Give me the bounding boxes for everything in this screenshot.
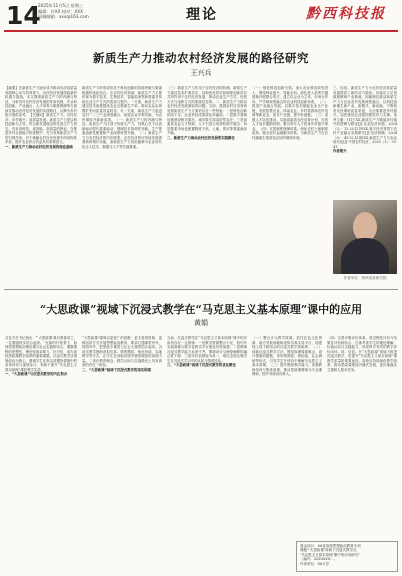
author-photo-caption: 作者单位：贵州省某研究院 [343, 276, 387, 280]
article1-title: 新质生产力推动农村经济发展的路径研究 [93, 51, 309, 65]
article2-subheading-2: 二、“大思政课”视域下沉浸式教学的现实困境 [82, 367, 151, 372]
section-title: 理论 [186, 7, 218, 23]
author-photo [333, 200, 397, 274]
article1-subheading-3: 作者简介 [333, 149, 347, 153]
article2-subheading-1: 一、“大思政课”与沉浸式教学的内在契合 [5, 372, 68, 376]
article1-column-4: （一）强化科技创新引领。加大农业科技研发投入，围绕种业振兴、智能农机、绿色投入品等关键领域开展联合攻关，建立以企业为主体、市场为导向、产学研深度融合的农业科技创新体系。（二）推进产业融合发展。以数字技术赋能农业全产业链，发展智慧农业、休闲农业、乡村旅游和农村电商等新业态，延长产业链、提升价值链。（三）加强人才队伍建设。实施高素质农民培育计划，完善人才返乡激励机制，吸引青年人才投身乡村振兴事业。（四）完善制度保障体系。深化农村土地制度改革，健全农村金融服务体系，为新质生产力在农村落地生根营造良好的制度环境。 [252, 86, 328, 140]
article1-subheading-2: 二、新质生产力推动农村经济发展的实践路径 [167, 135, 235, 140]
issue-editor: 编辑：许XX 校对：XXX [38, 8, 83, 14]
article2-column-1: 习近平总书记指出：“‘大思政课’我们要善用之，一定要跟现实结合起来。”在新时代背景下，如何将思想政治理论课与社会实践相结合，增强课程的思想性、理论性和亲和力、针对性，成为高校思政课教学改革的重要课题。沉浸式教学以情境创设为核心，强调学生在真实或模拟情境中的亲身体验与深度参与，有助于提升“马克思主义基本原理”课的教学实效。 一、“大思政课”与沉浸式教学的内在契合 [5, 336, 77, 376]
article1-author: 王兴兵 [190, 69, 212, 77]
issue-date: 2025年11月5日 星期三 [38, 3, 84, 8]
header-rule [4, 30, 398, 32]
issue-meta [38, 3, 120, 20]
article2-column-3: 当前，沉浸式教学在“马克思主义基本原理”课中的应用仍存在一定困境：一是教学资源整合不足，校内外实践基地与数字化教学平台建设有待加强；二是教师沉浸式教学能力参差不齐，情境设计与理论阐释的融合度不够；三是评价机制较为单一，难以全面反映学生在沉浸式学习中的认知与情感变化。 三、“大思政课”视域下沉浸式教学的优化路径 [167, 336, 247, 367]
article2-title: “大思政课”视域下沉浸式教学在“马克思主义基本原理”课中的应用 [39, 303, 363, 316]
article1-column-5: 三、结语。新质生产力为农村经济高质量发展提供了新的动力源泉。各地应立足资源禀赋和产业基础，因地制宜推动新质生产力与农业农村发展深度融合，以科技创新催生新产业、新模式、新动能，不断拓宽农民增收致富渠道，为全面推进乡村振兴、加快建设农业强国提供有力支撑。参考文献：[1]王XX.新质生产力赋能乡村振兴的逻辑与路径[J].农业经济问题，2024（3）：12-20.[2]李XX.数字经济背景下农村产业融合发展研究[J].经济纵横，2024（5）：45-52.[3]张XX.新质生产力与农业现代化[J].中国农村经济，2025（1）：33-41. 作者简介 [333, 86, 397, 153]
issue-email: 投稿邮箱：xxx@163.com [38, 14, 89, 20]
article2-column-2: “大思政课”强调以更宽广的视野、更丰富的资源、更鲜活的方式开展思想政治教育，要求打通课堂内外、校园内外，把思政小课堂与社会大课堂结合起来。沉浸式教学借助虚拟仿真、情景模拟、角色扮演、实地研学等方式，让学生在身临其境中感悟理论的真理力量。二者在教育理念、教学目标与实施路径上具有高度的内在一致性。 二、“大思政课”视域下沉浸式教学的现实困境 [82, 336, 162, 372]
article1-column-3: （三）新质生产力作用于农村经济的机理。新质生产力通过技术扩散效应、结构优化效应和制度创新效应共同作用于农村经济发展，推动农业生产方式、经营方式与组织方式的系统性变革。二、新质生产力推动农村经济发展面临的问题。当前，我国农村在培育和发展新质生产力方面仍存在一些短板：一是科技创新供给不足，农业科技成果转化率偏低；二是数字基础设施建设相对滞后，城乡数字鸿沟依然存在；三是高素质农业人才短缺，人才引进与培养机制不健全；四是要素市场化配置程度不高，土地、资本等要素流动不畅。 二、新质生产力推动农村经济发展的实践路径 [167, 86, 247, 140]
article2-column-4: （一）整合多元教学资源。依托红色文化资源、地方发展成就和虚拟仿真实验平台，构建线上线下相结合的沉浸式教学资源库。（二）创新沉浸式教学方法。围绕原理课重难点，设计情境问题链，采用情景剧、辩论赛、社会调研等形式，引导学生在体验中理解马克思主义基本原理。（三）提升教师教学能力。加强教师培训与集体备课，推动思政课教师与专业课教师、校外导师协同育人。 [252, 336, 322, 376]
page-header [0, 0, 402, 34]
article1-column-1: 【摘要】在新质生产力逐步成为推动经济高质量发展核心动力的背景下，农村经济发展面临新的机遇与挑战。本文围绕新质生产力的内涵与特征，分析其对农村经济发展的作用机理，并从科技创新、产业融合、人才培育与制度保障等方面探讨推动农村经济发展的实践路径，以期为乡村振兴提供参考。【关键词】新质生产力；农村经济；乡村振兴；高质量发展。新质生产力是以科技创新为主导、符合新发展理念的先进生产力质态，具有高科技、高效能、高质量的特征。在推进乡村全面振兴的进程中，充分发挥新质生产力的引领作用，对于破解农村经济发展中的结构性矛盾、提升农业综合效益具有重要意义。 一、新质生产力推动农村经济发展的理论基础 [5, 86, 77, 149]
article-separator [4, 289, 398, 290]
article1-subheading-1: 一、新质生产力推动农村经济发展的理论基础 [5, 144, 73, 149]
page-number: 14 [6, 1, 41, 30]
article2-subheading-3: 三、“大思政课”视域下沉浸式教学的优化路径 [167, 363, 236, 367]
funding-note: 基金项目：XX省高校思想政治教育专项 课题“‘大思政课’视域下沉浸式教学在 ‘马克思主义基本原理’课中的应用研究” （编号：2024XXX）。 作者单位：XX大学 [296, 541, 398, 572]
article2-column-5: （四）完善多维评价体系。将过程性评价与结果性评价相结合，注重考查学生的理论理解、价值认同与实践能力，形成科学有效的教学评价闭环。四、结语。在“大思政课”视域下推进沉浸式教学，是提升“马克思主义基本原理”课教学质量的重要途径。高校应持续深化教学改革，推动思政课建设内涵式发展，更好地落实立德树人根本任务。 [327, 336, 397, 372]
article1-column-2: 新质生产力的形成依托于科技创新的持续突破与要素配置的优化组合。在农村经济领域，新质生产力主要体现为数字技术、生物技术、智能装备等新要素对传统农业生产方式的改造与提升。一方面，新质生产力通过技术渗透提高农业全要素生产率，推动农业由规模扩张向质量效益转变；另一方面，新质生产力促进农村一二三产业深度融合，拓展农业多种功能，为农民增收开辟新渠道。（一）新质生产力的内涵与特征。新质生产力区别于传统生产力，其核心在于以创新驱动替代要素驱动，强调技术革命性突破、生产要素创新性配置和产业深度转型升级。（二）新质生产力与农村经济的内在联系。农村经济的可持续发展需要新的增长动能，而新质生产力恰恰能够为农业现代化注入技术、数据与人才等关键要素。 [82, 86, 162, 149]
newspaper-masthead: 黔西科技报 [306, 6, 386, 22]
article2-author: 黄娟 [194, 319, 208, 327]
